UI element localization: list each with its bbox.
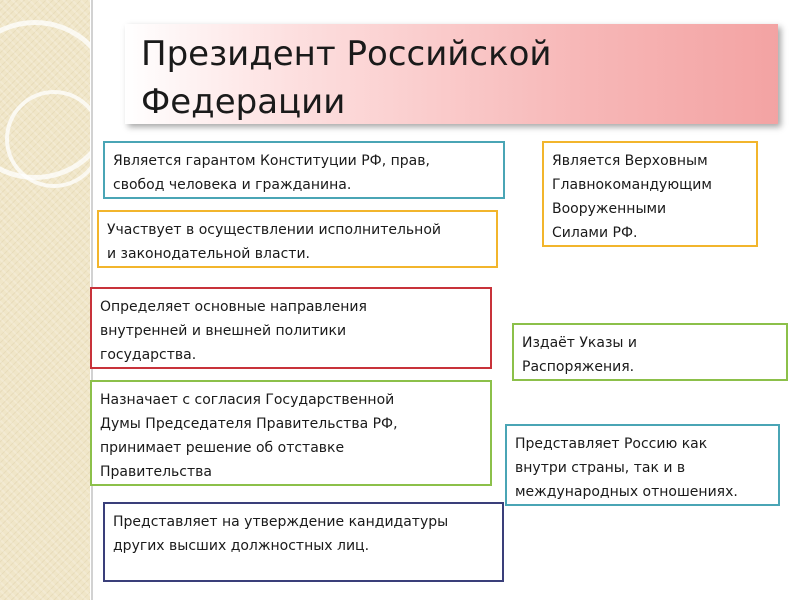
decorative-ring-small bbox=[5, 90, 103, 188]
box-decrees: Издаёт Указы и Распоряжения. bbox=[512, 323, 788, 381]
box-represents-russia: Представляет Россию как внутри страны, так и в международных отношениях. bbox=[505, 424, 780, 506]
slide-title: Президент Российской Федерации bbox=[141, 34, 552, 122]
box-nominates-officials: Представляет на утверждение кандидатуры других высших должностных лиц. bbox=[103, 502, 504, 582]
decorative-side-strip bbox=[0, 0, 90, 600]
box-guarantor: Является гарантом Конституции РФ, прав, свобод человека и гражданина. bbox=[103, 141, 505, 199]
box-appoints-chairman: Назначает с согласия Государственной Думы Председателя Правительства РФ, принимает решение об отставке Правительства bbox=[90, 380, 492, 486]
box-commander-in-chief: Является Верховным Главнокомандующим Вооруженными Силами РФ. bbox=[542, 141, 758, 247]
title-banner bbox=[125, 24, 778, 124]
box-executive-power: Участвует в осуществлении исполнительной и законодательной власти. bbox=[97, 210, 498, 268]
box-policy-directions: Определяет основные направления внутренней и внешней политики государства. bbox=[90, 287, 492, 369]
